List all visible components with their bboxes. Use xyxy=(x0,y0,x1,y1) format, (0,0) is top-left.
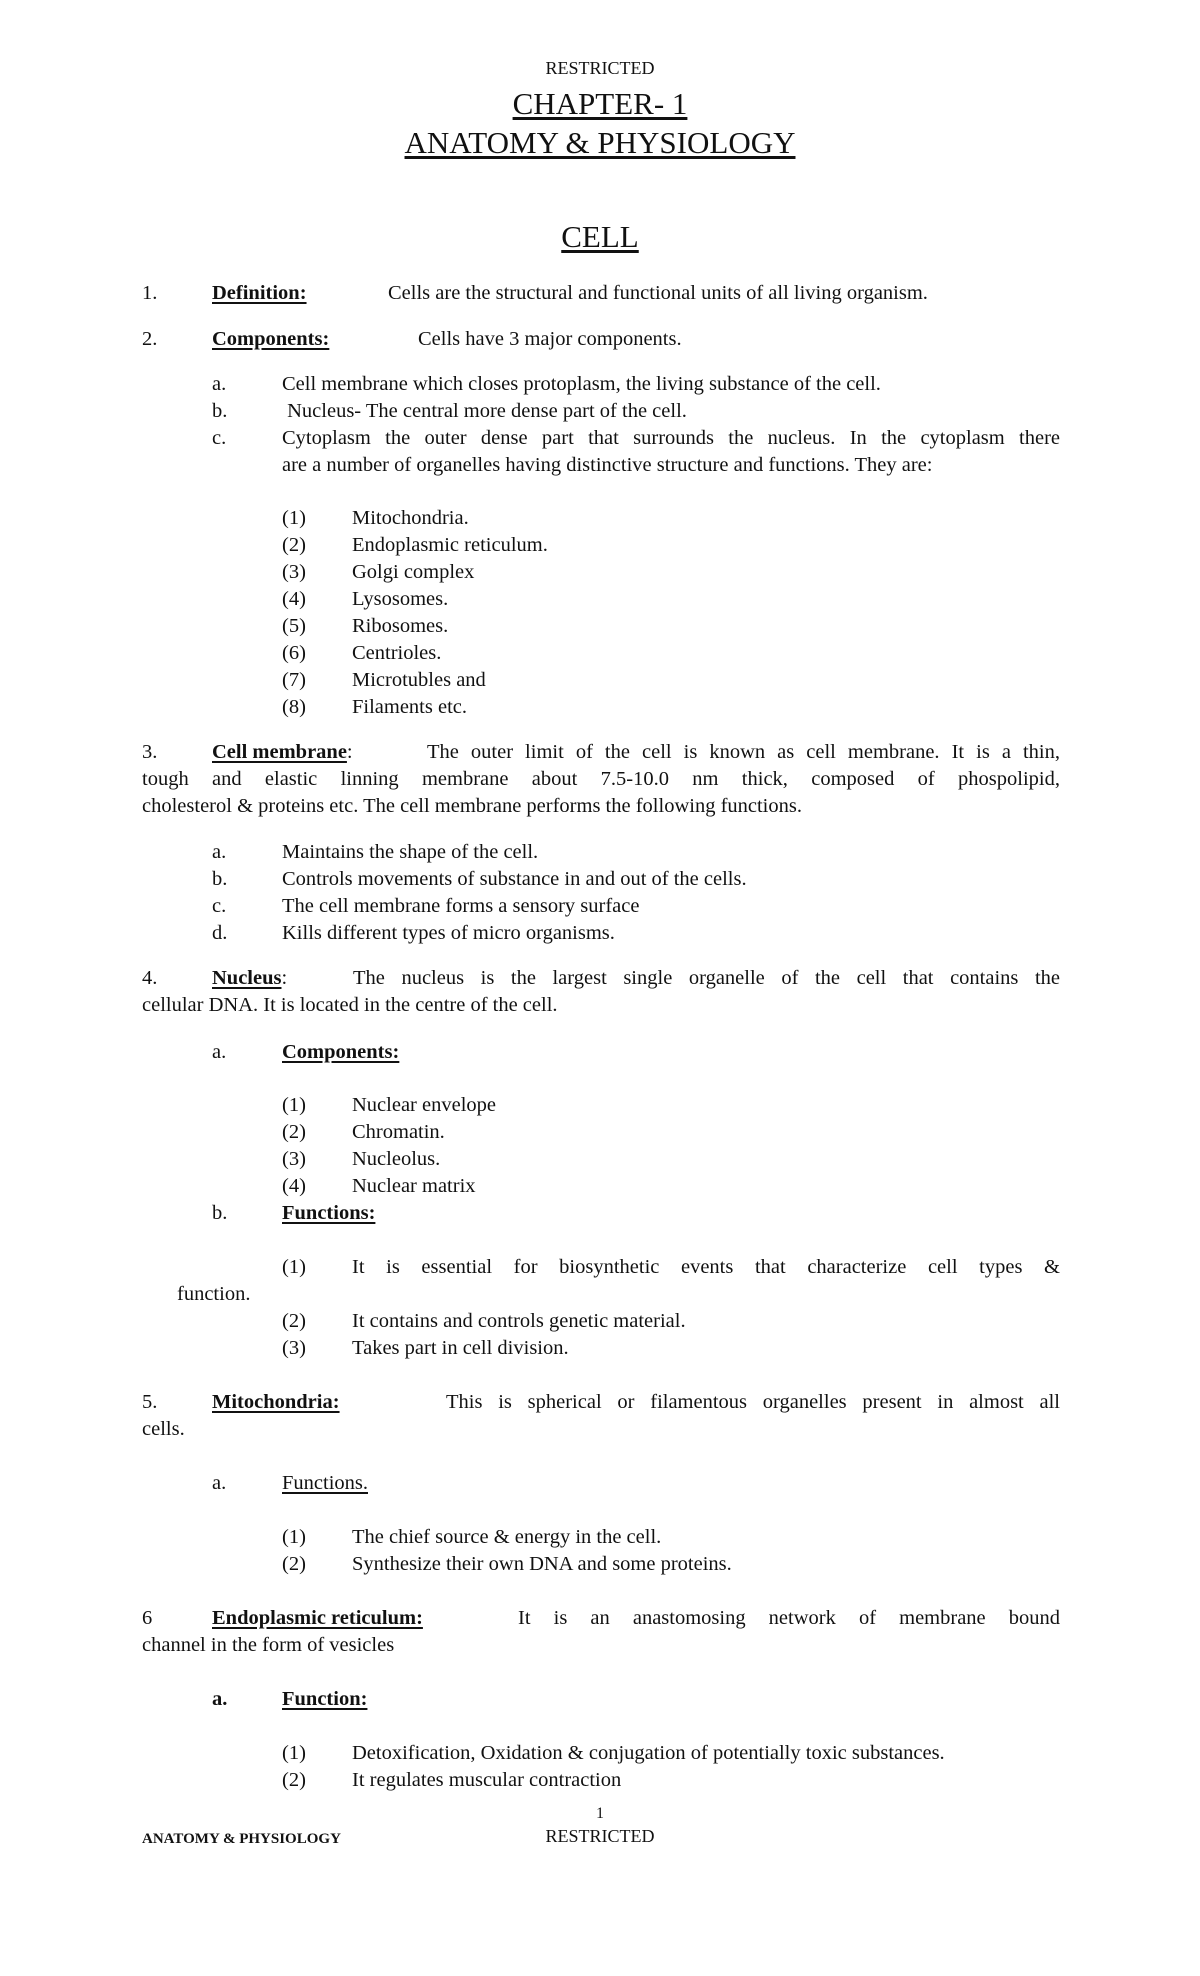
list-item: Cell membrane which closes protoplasm, the living substance of the cell. xyxy=(282,373,881,395)
component-number: (1) xyxy=(282,1094,306,1116)
function-item: It regulates muscular contraction xyxy=(352,1769,622,1791)
subsection-heading: Functions: xyxy=(282,1202,376,1224)
organelle-number: (5) xyxy=(282,615,306,637)
list-letter: a. xyxy=(212,1041,227,1063)
organelle-item: Filaments etc. xyxy=(352,696,468,718)
function-item: Takes part in cell division. xyxy=(352,1337,569,1359)
section-3-line-1: The outer limit of the cell is known as cell membrane. It is a thin, xyxy=(427,741,1060,763)
section-3-heading: Cell membrane xyxy=(212,741,347,763)
function-number: (2) xyxy=(282,1553,306,1575)
subject-title: ANATOMY & PHYSIOLOGY xyxy=(404,125,796,160)
component-item: Chromatin. xyxy=(352,1121,445,1143)
list-item: The cell membrane forms a sensory surface xyxy=(282,895,640,917)
section-2-heading: Components: xyxy=(212,328,330,350)
section-6-line-1: It is an anastomosing network of membrane bound xyxy=(518,1607,1060,1629)
section-4-number: 4. xyxy=(142,967,158,989)
list-letter: b. xyxy=(212,400,228,422)
function-item: Synthesize their own DNA and some proteins. xyxy=(352,1553,732,1575)
section-5-number: 5. xyxy=(142,1391,158,1413)
function-item-continued: function. xyxy=(177,1283,251,1305)
section-2-text: Cells have 3 major components. xyxy=(418,328,682,350)
section-5-heading: Mitochondria: xyxy=(212,1391,340,1413)
section-3-line-3: cholesterol & proteins etc. The cell membrane performs the following functions. xyxy=(142,795,802,817)
component-item: Nuclear envelope xyxy=(352,1094,496,1116)
list-letter: a. xyxy=(212,1688,228,1710)
list-letter: c. xyxy=(212,427,227,449)
footer-title: ANATOMY & PHYSIOLOGY xyxy=(142,1831,341,1847)
component-number: (3) xyxy=(282,1148,306,1170)
organelle-item: Lysosomes. xyxy=(352,588,449,610)
organelle-number: (3) xyxy=(282,561,306,583)
organelle-item: Golgi complex xyxy=(352,561,475,583)
component-item: Nuclear matrix xyxy=(352,1175,476,1197)
function-item: Detoxification, Oxidation & conjugation of potentially toxic substances. xyxy=(352,1742,945,1764)
organelle-number: (6) xyxy=(282,642,306,664)
subsection-heading: Components: xyxy=(282,1041,400,1063)
organelle-number: (7) xyxy=(282,669,306,691)
list-item: Nucleus- The central more dense part of the cell. xyxy=(282,400,687,422)
function-item: The chief source & energy in the cell. xyxy=(352,1526,662,1548)
function-item: It contains and controls genetic material. xyxy=(352,1310,686,1332)
section-5-line-2: cells. xyxy=(142,1418,185,1440)
list-item: Maintains the shape of the cell. xyxy=(282,841,539,863)
component-item: Nucleolus. xyxy=(352,1148,441,1170)
organelle-item: Endoplasmic reticulum. xyxy=(352,534,548,556)
component-number: (4) xyxy=(282,1175,306,1197)
list-item: Cytoplasm the outer dense part that surrounds the nucleus. In the cytoplasm there xyxy=(282,427,1060,449)
component-number: (2) xyxy=(282,1121,306,1143)
section-1-number: 1. xyxy=(142,282,158,304)
organelle-number: (4) xyxy=(282,588,306,610)
section-2-number: 2. xyxy=(142,328,158,350)
function-number: (2) xyxy=(282,1310,306,1332)
footer-restricted: RESTRICTED xyxy=(545,1826,655,1846)
section-3-line-2: tough and elastic linning membrane about 7.5-10.0 nm thick, composed of phospolipid, xyxy=(142,768,1060,790)
list-letter: a. xyxy=(212,373,227,395)
organelle-item: Microtubles and xyxy=(352,669,486,691)
list-letter: b. xyxy=(212,1202,228,1224)
organelle-number: (2) xyxy=(282,534,306,556)
section-4-line-2: cellular DNA. It is located in the centre of the cell. xyxy=(142,994,558,1016)
section-1-heading: Definition: xyxy=(212,282,307,304)
function-number: (2) xyxy=(282,1769,306,1791)
section-1-text: Cells are the structural and functional units of all living organism. xyxy=(388,282,928,304)
list-letter: a. xyxy=(212,1472,227,1494)
organelle-item: Ribosomes. xyxy=(352,615,449,637)
organelle-number: (1) xyxy=(282,507,306,529)
section-6-line-2: channel in the form of vesicles xyxy=(142,1634,395,1656)
subsection-heading: Function: xyxy=(282,1688,368,1710)
section-5-line-1: This is spherical or filamentous organelles present in almost all xyxy=(446,1391,1060,1413)
list-item: Controls movements of substance in and out of the cells. xyxy=(282,868,747,890)
section-3-colon: : xyxy=(346,741,353,763)
list-item-continued: are a number of organelles having distinctive structure and functions. They are: xyxy=(282,454,933,476)
organelle-item: Centrioles. xyxy=(352,642,442,664)
list-letter: d. xyxy=(212,922,228,944)
subsection-heading: Functions. xyxy=(282,1472,368,1494)
topic-title: CELL xyxy=(561,219,639,254)
header-restricted: RESTRICTED xyxy=(545,58,655,78)
organelle-item: Mitochondria. xyxy=(352,507,469,529)
chapter-title: CHAPTER- 1 xyxy=(512,86,688,121)
list-item: Kills different types of micro organisms. xyxy=(282,922,615,944)
section-4-colon: : xyxy=(281,967,288,989)
function-item: It is essential for biosynthetic events that characterize cell types & xyxy=(352,1256,1060,1278)
function-number: (1) xyxy=(282,1742,306,1764)
organelle-number: (8) xyxy=(282,696,306,718)
section-4-line-1: The nucleus is the largest single organelle of the cell that contains the xyxy=(353,967,1060,989)
section-3-number: 3. xyxy=(142,741,158,763)
list-letter: b. xyxy=(212,868,228,890)
page-number: 1 xyxy=(596,1805,604,1822)
list-letter: a. xyxy=(212,841,227,863)
section-6-heading: Endoplasmic reticulum: xyxy=(212,1607,423,1629)
section-4-heading: Nucleus xyxy=(212,967,282,989)
list-letter: c. xyxy=(212,895,227,917)
function-number: (3) xyxy=(282,1337,306,1359)
function-number: (1) xyxy=(282,1526,306,1548)
section-6-number: 6 xyxy=(142,1607,153,1629)
function-number: (1) xyxy=(282,1256,306,1278)
